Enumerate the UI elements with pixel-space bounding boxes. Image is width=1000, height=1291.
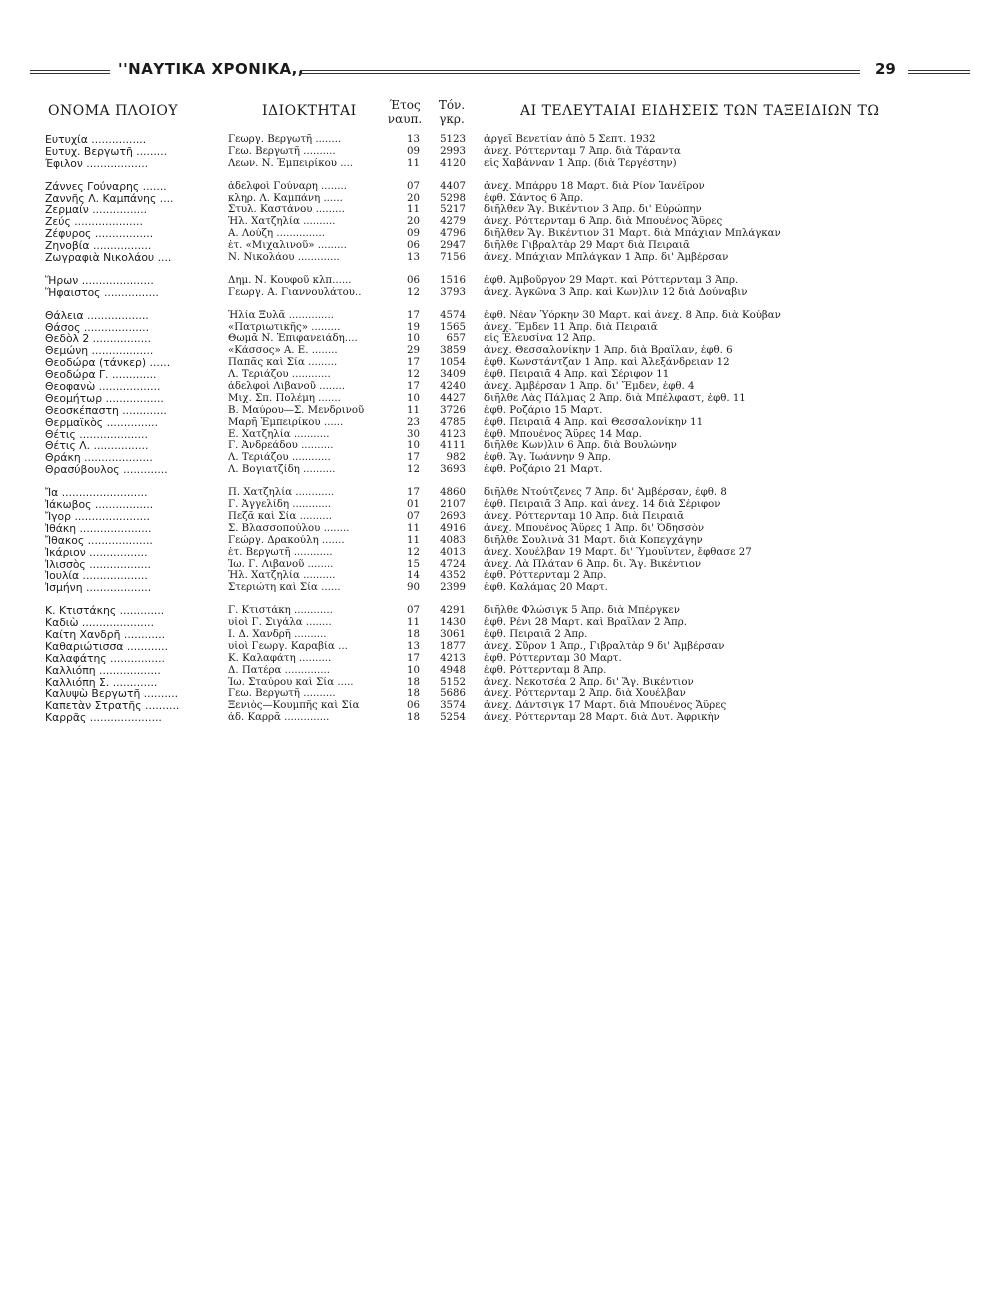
owner-name: Στυλ. Καστάνου ......... (228, 204, 345, 216)
voyage-news: ἐφθ. Ροζάριο 15 Μαρτ. (484, 404, 603, 416)
voyage-news: ἀνεχ. Μπάρρυ 18 Μαρτ. διὰ Ρίον Ἰανέϊρον (484, 180, 705, 192)
build-year: 20 (407, 216, 420, 228)
voyage-news: ἐφθ. Νέαν Ὑόρκην 30 Μαρτ. καὶ ἀνεχ. 8 Ἀπρ. διὰ Κούβαν (484, 309, 781, 321)
build-year: 18 (407, 676, 420, 688)
ship-name: Θρασύβουλος ............. (45, 464, 168, 477)
owner-name: «Πατριωτικῆς» ......... (228, 321, 341, 333)
table-row (0, 158, 1000, 170)
owner-name: Γεω. Βεργωτῆ .......... (228, 688, 336, 700)
column-header-year-line2: ναυπ. (387, 112, 423, 126)
table-row (0, 134, 1000, 146)
build-year: 23 (407, 416, 420, 428)
build-year: 06 (407, 700, 420, 712)
owner-name: υἱοὶ Γεωργ. Καραβία ... (228, 640, 348, 652)
voyage-news: ἀνεχ. Δάντσιγκ 17 Μαρτ. διὰ Μπουένος Ἄϋρες (484, 700, 727, 712)
owner-name: Λ. Τεριάζου ............ (228, 452, 331, 464)
ship-group (0, 310, 1000, 476)
owner-name: Σ. Βλασσοπούλου ........ (228, 522, 350, 534)
voyage-news: ἐφθ. Ρόττερνταμ 8 Ἀπρ. (484, 664, 607, 676)
table-row (0, 146, 1000, 158)
build-year: 19 (407, 321, 420, 333)
table-row (0, 653, 1000, 665)
ship-name: Θάσος ................... (45, 321, 150, 334)
ship-name: Έφιλον .................. (45, 157, 149, 170)
owner-name: Λ. Βογιατζίδη .......... (228, 464, 336, 476)
voyage-news: ἐφθ. Ἀμβοῦργον 29 Μαρτ. καὶ Ρόττερνταμ 3 Ἀπρ. (484, 274, 739, 286)
build-year: 18 (407, 688, 420, 700)
table-row (0, 393, 1000, 405)
table-row (0, 712, 1000, 724)
ship-name: Ἴα ......................... (45, 487, 148, 500)
build-year: 18 (407, 712, 420, 724)
gross-tonnage: 4948 (440, 664, 466, 676)
ship-name: Ζερμαίν ................ (45, 204, 148, 217)
voyage-news: διῆλθε Γιβραλτὰρ 29 Μαρτ διὰ Πειραιᾶ (484, 240, 690, 252)
table-row (0, 204, 1000, 216)
ship-name: Θάλεια .................. (45, 309, 149, 322)
voyage-news: ἐφθ. Μπουένος Ἄϋρες 14 Μαρ. (484, 428, 642, 440)
owner-name: Μαρῆ Ἐμπειρίκου ...... (228, 416, 344, 428)
table-row (0, 452, 1000, 464)
owner-name: υἱοὶ Γ. Σιγάλα ........ (228, 617, 332, 629)
ship-name: Ζηνοβία ................. (45, 240, 152, 253)
voyage-news: ἀνεχ. Ρόττερνταμ 7 Ἀπρ. διὰ Τάραντα (484, 145, 681, 157)
table-row (0, 617, 1000, 629)
gross-tonnage: 5152 (440, 676, 466, 688)
ship-name: Θεοσκέπαστη ............. (45, 404, 167, 417)
owner-name: Δημ. Ν. Κουφοῦ κλπ...... (228, 274, 352, 286)
table-row (0, 369, 1000, 381)
ship-name: Ζάννες Γούναρης ....... (45, 180, 167, 193)
owner-name: Α. Λούζη ............... (228, 228, 325, 240)
ship-name: Καλαφάτης ................ (45, 652, 165, 665)
build-year: 13 (407, 640, 420, 652)
owner-name: Θωμᾶ Ν. Ἐπιφανειάδη.... (228, 333, 358, 345)
ship-name: Θέτις .................... (45, 428, 148, 441)
ship-name: Θράκη .................... (45, 452, 153, 465)
voyage-news: ἐφθ. Ρόττερνταμ 30 Μαρτ. (484, 652, 622, 664)
owner-name: Π. Χατζηλία ............ (228, 487, 335, 499)
column-header-owners: ΙΔΙΟΚΤΗΤΑΙ (262, 103, 357, 119)
owner-name: Ε. Χατζηλία ........... (228, 428, 330, 440)
gross-tonnage: 2107 (440, 499, 466, 511)
gross-tonnage: 7156 (440, 252, 466, 264)
voyage-news: ἐφθ. Καλάμας 20 Μαρτ. (484, 582, 608, 594)
table-row (0, 240, 1000, 252)
table-row (0, 547, 1000, 559)
table-row (0, 523, 1000, 535)
ship-group (0, 275, 1000, 299)
ship-name: Θέτις Λ. ................ (45, 440, 149, 453)
gross-tonnage: 4123 (440, 428, 466, 440)
build-year: 10 (407, 392, 420, 404)
owner-name: Παπᾶς καὶ Σία ......... (228, 357, 338, 369)
voyage-news: ἀνεχ. Ρόττερνταμ 28 Μαρτ. διὰ Δυτ. Ἀφρικὴν (484, 712, 720, 724)
ship-name: Ἴγορ ...................... (45, 510, 150, 523)
build-year: 13 (407, 252, 420, 264)
voyage-news: διῆλθε Ντούτζενες 7 Ἀπρ. δι' Ἀμβέρσαν, ἐφθ. 8 (484, 487, 727, 499)
ship-name: Ζαννῆς Λ. Καμπάνης .... (45, 192, 174, 205)
owner-name: Λεων. Ν. Ἐμπειρίκου .... (228, 157, 354, 169)
build-year: 29 (407, 345, 420, 357)
owner-name: Ι. Δ. Χανδρῆ .......... (228, 628, 327, 640)
owner-name: ἀδελφοὶ Λιβανοῦ ........ (228, 381, 346, 393)
build-year: 11 (407, 617, 420, 629)
table-row (0, 228, 1000, 240)
owner-name: Στεριώτη καὶ Σία ...... (228, 582, 341, 594)
gross-tonnage: 3859 (440, 345, 466, 357)
owner-name: Ἠλία Ξυλᾶ .............. (228, 309, 335, 321)
owner-name: Ἠλ. Χατζηλία .......... (228, 570, 336, 582)
build-year: 07 (407, 605, 420, 617)
header-rule-left (30, 70, 110, 74)
ship-group (0, 134, 1000, 170)
build-year: 17 (407, 487, 420, 499)
voyage-news: εἰς Ἐλευσίνα 12 Ἀπρ. (484, 333, 596, 345)
table-row (0, 677, 1000, 689)
gross-tonnage: 4013 (440, 546, 466, 558)
table-row (0, 193, 1000, 205)
header-rule-middle (300, 70, 860, 74)
gross-tonnage: 4083 (440, 534, 466, 546)
ship-name: Θεοδώρα Γ. ............. (45, 369, 157, 382)
table-row (0, 559, 1000, 571)
page-header (30, 60, 970, 84)
build-year: 10 (407, 664, 420, 676)
table-row (0, 252, 1000, 264)
table-row (0, 310, 1000, 322)
voyage-news: ἐφθ. Ροζάριο 21 Μαρτ. (484, 464, 603, 476)
build-year: 17 (407, 652, 420, 664)
owner-name: Πεζᾶ καὶ Σία .......... (228, 510, 332, 522)
table-row (0, 181, 1000, 193)
gross-tonnage: 5686 (440, 688, 466, 700)
voyage-news: ἀνεχ. Ἀγκῶνα 3 Ἀπρ. καὶ Κων)λιν 12 διὰ Δούναβιν (484, 286, 748, 298)
ship-name: Ευτυχ. Βεργωτῆ ......... (45, 145, 168, 158)
build-year: 11 (407, 534, 420, 546)
owner-name: Μιχ. Σπ. Πολέμη ....... (228, 392, 341, 404)
table-row (0, 665, 1000, 677)
gross-tonnage: 5123 (440, 134, 466, 145)
gross-tonnage: 3061 (440, 628, 466, 640)
table-row (0, 582, 1000, 594)
table-row (0, 417, 1000, 429)
ship-name: Ἰλισσὸς .................. (45, 558, 151, 571)
build-year: 11 (407, 157, 420, 169)
table-row (0, 405, 1000, 417)
ship-name: Ἰθάκη ..................... (45, 522, 152, 535)
ship-name: Ζωγραφιὰ Νικολάου .... (45, 252, 172, 264)
voyage-news: ἀνεχ. Μπάχιαν Μπλάγκαν 1 Ἀπρ. δι' Ἀμβέρσαν (484, 252, 729, 264)
table-row (0, 605, 1000, 617)
build-year: 12 (407, 286, 420, 298)
voyage-news: ἀνεχ. Σῦρον 1 Ἀπρ., Γιβραλτὰρ 9 δι' Ἀμβέρσαν (484, 640, 725, 652)
table-row (0, 629, 1000, 641)
owner-name: ἀδελφοὶ Γούναρη ........ (228, 180, 347, 192)
gross-tonnage: 4860 (440, 487, 466, 499)
table-row (0, 570, 1000, 582)
owner-name: ἑτ. «Μιχαλινοῦ» ......... (228, 240, 347, 252)
table-row (0, 345, 1000, 357)
ship-name: Θεοφανὼ .................. (45, 381, 161, 393)
voyage-news: διῆλθε Φλώσιγκ 5 Ἀπρ. διὰ Μπέργκεν (484, 605, 680, 617)
gross-tonnage: 3693 (440, 464, 466, 476)
ship-name: Καπετὰν Στρατῆς .......... (45, 700, 180, 713)
owner-name: Γεω. Βεργωτῆ .......... (228, 145, 336, 157)
voyage-news: ἀνεχ. Χουέλβαν 19 Μαρτ. δι' Ὑμουΐντεν, ἔφθασε 27 (484, 546, 752, 558)
voyage-news: ἀνεχ. Ρόττερνταμ 6 Ἀπρ. διὰ Μπουένος Ἄϋρες (484, 216, 723, 228)
build-year: 01 (407, 499, 420, 511)
gross-tonnage: 4407 (440, 180, 466, 192)
build-year: 07 (407, 180, 420, 192)
build-year: 06 (407, 240, 420, 252)
voyage-news: ἀνεχ. Ρόττερνταμ 2 Ἀπρ. διὰ Χουέλβαν (484, 688, 686, 700)
table-row (0, 440, 1000, 452)
gross-tonnage: 3574 (440, 700, 466, 712)
ship-name: Καίτη Χανδρῆ ............ (45, 628, 166, 641)
ship-name: Καδιὼ ..................... (45, 617, 155, 629)
column-header-year-line1: Έτος (389, 98, 421, 112)
table-row (0, 287, 1000, 299)
ship-name: Θερμαϊκὸς ............... (45, 416, 159, 429)
ship-name: Ἰσμήνη ................... (45, 582, 152, 595)
build-year: 12 (407, 546, 420, 558)
ship-table (0, 134, 1000, 735)
voyage-news: ἐφθ. Ρόττερνταμ 2 Ἀπρ. (484, 570, 607, 582)
table-row (0, 322, 1000, 334)
voyage-news: διῆλθε Κων)λιν 6 Ἀπρ. διὰ Βουλώνην (484, 440, 677, 452)
gross-tonnage: 2693 (440, 510, 466, 522)
owner-name: Ν. Νικολάου ............. (228, 252, 340, 264)
ship-name: Θεμώνη .................. (45, 345, 154, 358)
ship-name: Ευτυχία ................ (45, 134, 147, 146)
build-year: 17 (407, 357, 420, 369)
owner-name: Γ. Ἀνδρεάδου .......... (228, 440, 334, 452)
owner-name: Ἰω. Σταύρου καὶ Σία ..... (228, 676, 354, 688)
table-row (0, 429, 1000, 441)
ship-name: Καλυψὼ Βεργωτῆ .......... (45, 688, 179, 701)
gross-tonnage: 3793 (440, 286, 466, 298)
voyage-news: διῆλθε Σουλινὰ 31 Μαρτ. διὰ Κοπεγχάγην (484, 534, 703, 546)
gross-tonnage: 2399 (440, 582, 466, 594)
header-rule-right (908, 70, 970, 74)
owner-name: Λ. Τεριάζου ............ (228, 369, 331, 381)
voyage-news: ἀνεχ. Ρόττερνταμ 10 Ἀπρ. διὰ Πειραιᾶ (484, 510, 684, 522)
table-row (0, 357, 1000, 369)
voyage-news: ἀνεχ. Ἔμδεν 11 Ἀπρ. διὰ Πειραιᾶ (484, 321, 658, 333)
table-row (0, 381, 1000, 393)
voyage-news: ἐφθ. Κωνστάντζαν 1 Ἀπρ. καὶ Ἀλεξάνδρειαν 12 (484, 357, 730, 369)
ship-name: Ἥρων ..................... (45, 274, 154, 287)
gross-tonnage: 4240 (440, 381, 466, 393)
owner-name: Γεωργ. Βεργωτῆ ........ (228, 134, 342, 145)
owner-name: Δ. Πατέρα .............. (228, 664, 330, 676)
voyage-news: διῆλθε Λὰς Πάλμας 2 Ἀπρ. διὰ Μπέλφαστ, ἐφθ. 11 (484, 392, 746, 404)
table-row (0, 275, 1000, 287)
gross-tonnage: 4916 (440, 522, 466, 534)
build-year: 10 (407, 440, 420, 452)
gross-tonnage: 5298 (440, 192, 466, 204)
gross-tonnage: 657 (446, 333, 466, 345)
ship-name: Κ. Κτιστάκης ............. (45, 605, 165, 618)
owner-name: Κ. Καλαφάτη .......... (228, 652, 332, 664)
build-year: 11 (407, 522, 420, 534)
ship-name: Ἴθακος ................... (45, 534, 153, 547)
voyage-news: ἐφθ. Πειραιᾶ 2 Ἀπρ. (484, 628, 588, 640)
build-year: 13 (407, 134, 420, 145)
voyage-news: διῆλθεν Ἅγ. Βικέντιον 3 Ἀπρ. δι' Εὐρώπην (484, 204, 702, 216)
voyage-news: ἐφθ. Πειραιᾶ 3 Ἀπρ. καὶ ἀνεχ. 14 διὰ Σέριφον (484, 499, 721, 511)
build-year: 20 (407, 192, 420, 204)
column-header-tons-line2: γκρ. (439, 112, 465, 126)
column-header-tons-line1: Τόν. (438, 98, 466, 112)
gross-tonnage: 4279 (440, 216, 466, 228)
voyage-news: ἐφθ. Ρένι 28 Μαρτ. καὶ Βραΐλαν 2 Ἀπρ. (484, 617, 687, 629)
build-year: 09 (407, 145, 420, 157)
table-row (0, 511, 1000, 523)
table-row (0, 499, 1000, 511)
table-row (0, 333, 1000, 345)
ship-group (0, 487, 1000, 594)
gross-tonnage: 1516 (440, 274, 466, 286)
ship-name: Ἰουλία ................... (45, 570, 148, 583)
build-year: 14 (407, 570, 420, 582)
table-row (0, 535, 1000, 547)
table-row (0, 464, 1000, 476)
build-year: 12 (407, 369, 420, 381)
column-header-tons (432, 98, 472, 126)
owner-name: ἀδ. Καρρᾶ .............. (228, 712, 330, 724)
voyage-news: ἐφθ. Σάντος 6 Ἀπρ. (484, 192, 584, 204)
owner-name: Γεωργ. Α. Γιαννουλάτου.. (228, 286, 362, 298)
owner-name: «Κάσσος» Α. Ε. ........ (228, 345, 338, 357)
build-year: 30 (407, 428, 420, 440)
gross-tonnage: 4796 (440, 228, 466, 240)
build-year: 12 (407, 464, 420, 476)
owner-name: ἑτ. Βεργωτῆ ............ (228, 546, 333, 558)
gross-tonnage: 3726 (440, 404, 466, 416)
gross-tonnage: 1877 (440, 640, 466, 652)
ship-name: Καθαριώτισσα ............ (45, 640, 169, 653)
build-year: 90 (407, 582, 420, 594)
build-year: 17 (407, 452, 420, 464)
column-header-ship-name: ΟΝΟΜΑ ΠΛΟΙΟΥ (48, 103, 179, 119)
ship-group (0, 181, 1000, 264)
gross-tonnage: 4111 (440, 440, 466, 452)
owner-name: Γεώργ. Δρακούλη ....... (228, 534, 345, 546)
build-year: 17 (407, 381, 420, 393)
gross-tonnage: 2993 (440, 145, 466, 157)
owner-name: Ἠλ. Χατζηλία .......... (228, 216, 336, 228)
gross-tonnage: 1054 (440, 357, 466, 369)
table-row (0, 641, 1000, 653)
build-year: 17 (407, 309, 420, 321)
ship-name: Ζεύς .................... (45, 216, 143, 229)
build-year: 11 (407, 204, 420, 216)
gross-tonnage: 2947 (440, 240, 466, 252)
voyage-news: ἀργεῖ Βενετίαν ἀπὸ 5 Σεπτ. 1932 (484, 134, 656, 145)
voyage-news: ἀνεχ. Ἀμβέρσαν 1 Ἀπρ. δι' Ἔμδεν, ἐφθ. 4 (484, 381, 695, 393)
publication-title: ''ΝΑΥΤΙΚΑ ΧΡΟΝΙΚΑ,, (118, 60, 305, 78)
voyage-news: εἰς Χαβάνναν 1 Ἀπρ. (διὰ Τεργέστην) (484, 157, 677, 169)
ship-name: Ζέφυρος ................. (45, 228, 154, 241)
voyage-news: ἐφθ. Πειραιᾶ 4 Ἀπρ. καὶ Σέριφον 11 (484, 369, 670, 381)
voyage-news: ἐφθ. Πειραιᾶ 4 Ἀπρ. καὶ Θεσσαλονίκην 11 (484, 416, 704, 428)
ship-name: Ἰάκωβος ................. (45, 499, 154, 511)
table-row (0, 487, 1000, 499)
ship-name: Ἰκάριον ................. (45, 546, 148, 559)
gross-tonnage: 982 (446, 452, 466, 464)
gross-tonnage: 4120 (440, 157, 466, 169)
build-year: 11 (407, 404, 420, 416)
ship-name: Καρρᾶς ..................... (45, 712, 162, 725)
gross-tonnage: 5254 (440, 712, 466, 724)
build-year: 09 (407, 228, 420, 240)
build-year: 15 (407, 558, 420, 570)
owner-name: Ξενιὸς—Κουμπῆς καὶ Σία (228, 700, 360, 712)
gross-tonnage: 5217 (440, 204, 466, 216)
gross-tonnage: 4352 (440, 570, 466, 582)
gross-tonnage: 1565 (440, 321, 466, 333)
gross-tonnage: 4213 (440, 652, 466, 664)
gross-tonnage: 4724 (440, 558, 466, 570)
build-year: 18 (407, 628, 420, 640)
ship-name: Ἥφαιστος ................ (45, 286, 159, 299)
table-row (0, 216, 1000, 228)
table-row (0, 688, 1000, 700)
ship-name: Καλλιόπη Σ. ............. (45, 676, 158, 689)
gross-tonnage: 4574 (440, 309, 466, 321)
voyage-news: ἐφθ. Ἅγ. Ἰωάννην 9 Ἀπρ. (484, 452, 611, 464)
gross-tonnage: 3409 (440, 369, 466, 381)
gross-tonnage: 4785 (440, 416, 466, 428)
ship-name: Θεομήτωρ ................. (45, 392, 164, 405)
owner-name: Β. Μαύρου—Σ. Μενδρινοῦ (228, 404, 365, 416)
owner-name: Ἰω. Γ. Λιβανοῦ ........ (228, 558, 334, 570)
voyage-news: ἀνεχ. Λὰ Πλάταν 6 Ἀπρ. δι. Ἅγ. Βικέντιον (484, 558, 702, 570)
build-year: 07 (407, 510, 420, 522)
voyage-news: διῆλθεν Ἅγ. Βικέντιον 31 Μαρτ. διὰ Μπάχιαν Μπλάγκαν (484, 228, 781, 240)
gross-tonnage: 4291 (440, 605, 466, 617)
column-header-year (383, 98, 427, 126)
voyage-news: ἀνεχ. Θεσσαλονίκην 1 Ἀπρ. διὰ Βραΐλαν, ἐφθ. 6 (484, 345, 733, 357)
column-header-news: ΑΙ ΤΕΛΕΥΤΑΙΑΙ ΕΙΔΗΣΕΙΣ ΤΩΝ ΤΑΞΕΙΔΙΩΝ ΤΩ (520, 104, 880, 118)
owner-name: κληρ. Λ. Καμπάνη ...... (228, 192, 343, 204)
ship-group (0, 605, 1000, 724)
ship-name: Καλλιόπη .................. (45, 664, 161, 677)
ship-name: Θεδὸλ 2 ................. (45, 333, 152, 346)
build-year: 06 (407, 274, 420, 286)
page-number: 29 (875, 60, 896, 78)
table-row (0, 700, 1000, 712)
voyage-news: ἀνεχ. Νεκοτσέα 2 Ἀπρ. δι' Ἅγ. Βικέντιον (484, 676, 694, 688)
owner-name: Γ. Ἀγγελίδη ............ (228, 499, 332, 511)
gross-tonnage: 4427 (440, 392, 466, 404)
build-year: 10 (407, 333, 420, 345)
owner-name: Γ. Κτιστάκη ............ (228, 605, 333, 617)
voyage-news: ἀνεχ. Μπουένος Ἄϋρες 1 Ἀπρ. δι' Ὀδησσὸν (484, 522, 705, 534)
gross-tonnage: 1430 (440, 617, 466, 629)
ship-name: Θεοδώρα (τάνκερ) ...... (45, 357, 171, 370)
